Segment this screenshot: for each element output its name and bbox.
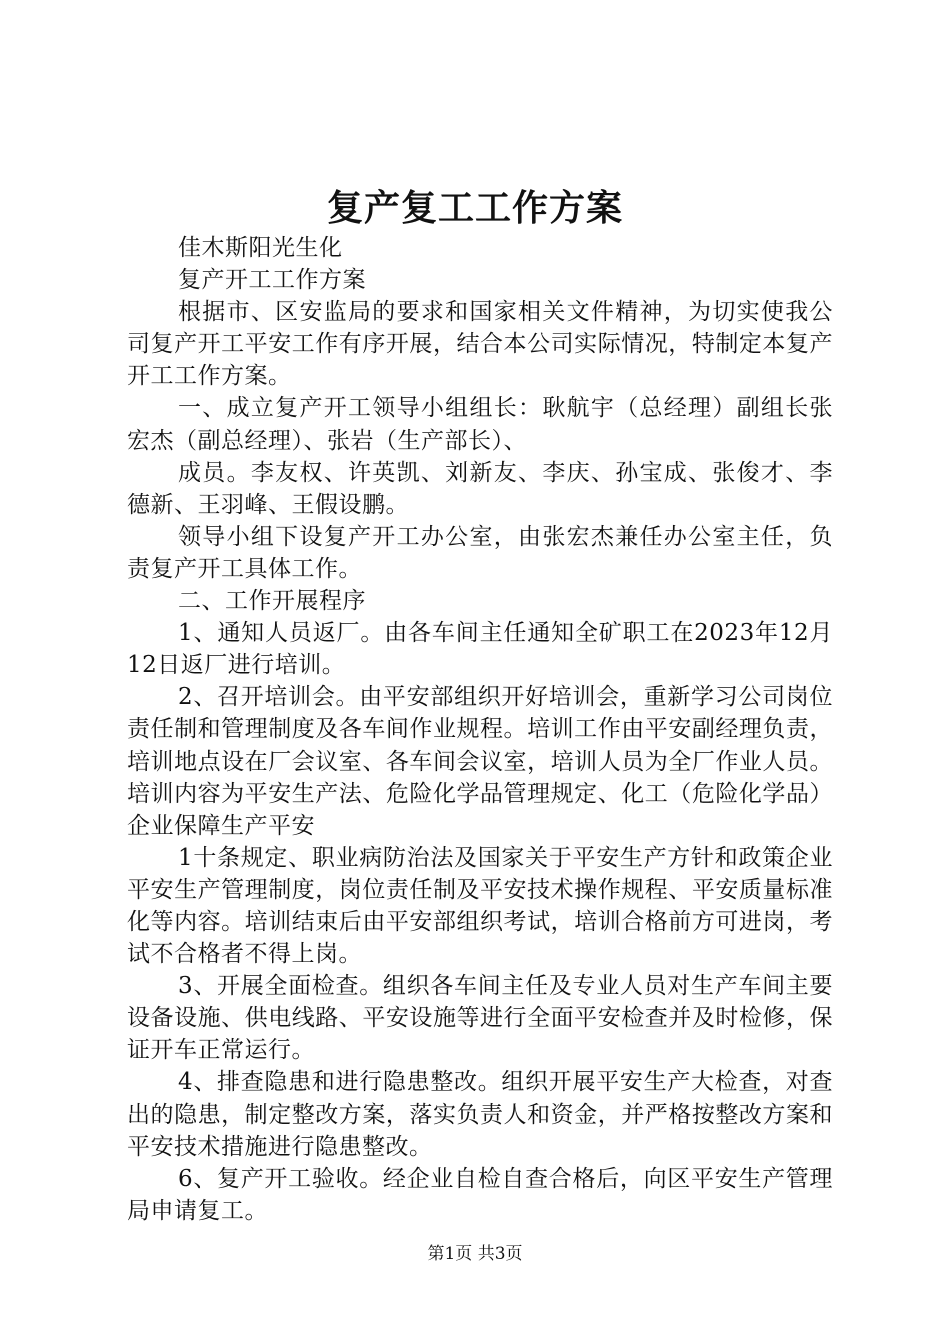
document-title: 复产复工工作方案 <box>326 187 623 229</box>
paragraph-members: 成员。李友权、许英凯、刘新友、李庆、孙宝成、张俊才、李德新、王羽峰、王假设鹏。 <box>127 459 833 518</box>
paragraph-leadership: 一、成立复产开工领导小组组长：耿航宇（总经理）副组长张宏杰（副总经理）、张岩（生产部长）、 <box>127 395 833 454</box>
paragraph-office: 领导小组下设复产开工办公室，由张宏杰兼任办公室主任，负责复产开工具体工作。 <box>127 523 833 582</box>
paragraph-section-heading: 二、工作开展程序 <box>178 588 366 615</box>
document-body <box>127 232 833 1227</box>
paragraph-step-6: 6、复产开工验收。经企业自检自查合格后，向区平安生产管理局申请复工。 <box>127 1165 833 1224</box>
paragraph-company: 佳木斯阳光生化 <box>178 235 343 261</box>
paragraph-step-3: 3、开展全面检查。组织各车间主任及专业人员对生产车间主要设备设施、供电线路、平安设施等进行全面平安检查并及时检修，保证开车正常运行。 <box>127 973 833 1064</box>
paragraph-subtitle: 复产开工工作方案 <box>178 267 366 294</box>
paragraph-step-4: 4、排查隐患和进行隐患整改。组织开展平安生产大检查，对查出的隐患，制定整改方案，落实负责人和资金，并严格按整改方案和平安技术措施进行隐患整改。 <box>127 1069 833 1160</box>
paragraph-intro: 根据市、区安监局的要求和国家相关文件精神，为切实使我公司复产开工平安工作有序开展，结合本公司实际情况，特制定本复产开工工作方案。 <box>127 299 833 390</box>
paragraph-step-2-cont: 1十条规定、职业病防治法及国家关于平安生产方针和政策企业平安生产管理制度，岗位责任制及平安技术操作规程、平安质量标准化等内容。培训结束后由平安部组织考试，培训合格前方可进岗，考试不合格者不得上岗。 <box>127 844 833 968</box>
page-number-footer: 第1页 共3页 <box>427 1244 523 1264</box>
paragraph-step-1: 1、通知人员返厂。由各车间主任通知全矿职工在2023年12月12日返厂进行培训。 <box>127 620 833 679</box>
paragraph-step-2: 2、召开培训会。由平安部组织开好培训会，重新学习公司岗位责任制和管理制度及各车间作业规程。培训工作由平安副经理负责，培训地点设在厂会议室、各车间会议室，培训人员为全厂作业人员。培训内容为平安生产法、危险化学品管理规定、化工（危险化学品）企业保障生产平安 <box>127 684 833 839</box>
